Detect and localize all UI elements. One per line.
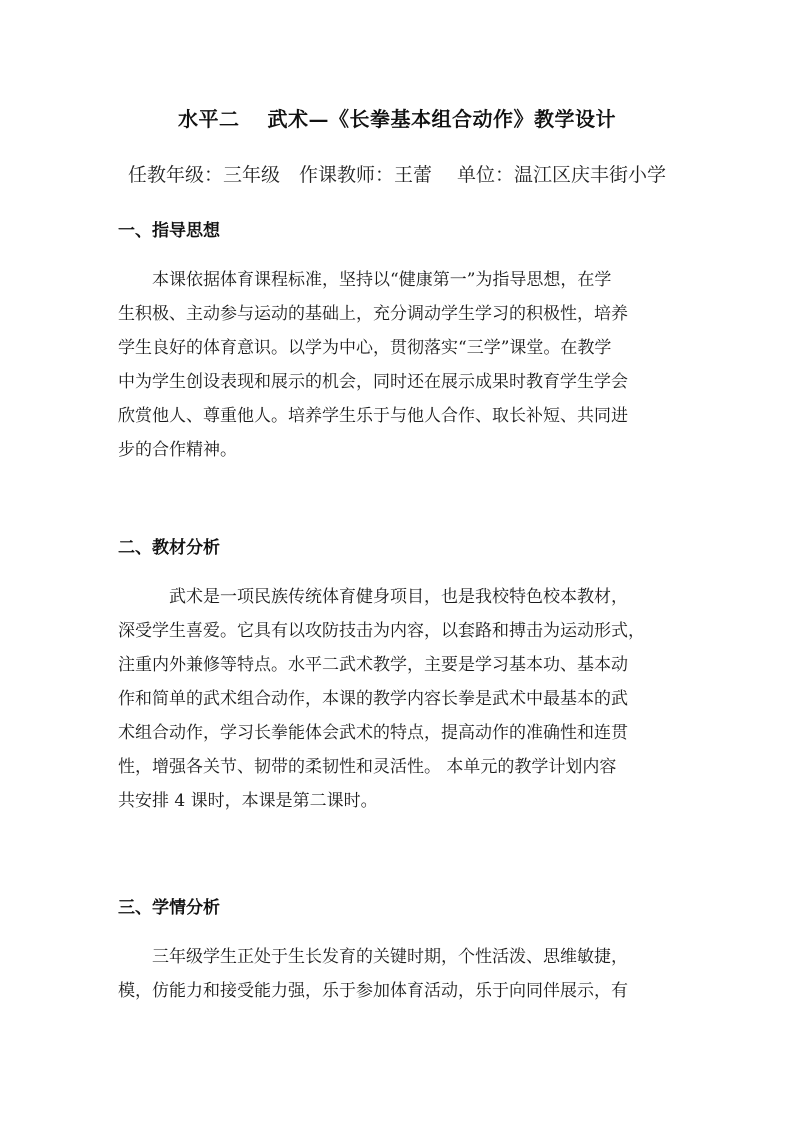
section-paragraph-material-analysis [118, 580, 678, 818]
paragraph-line: 武术是一项民族传统体育健身项目，也是我校特色校本教材， [118, 587, 628, 607]
section-paragraph-learner-analysis [118, 940, 678, 1008]
paragraph-line: 欣赏他人、尊重他人。培养学生乐于与他人合作、取长补短、共同进 [118, 406, 628, 426]
paragraph-line: 本课依据体育课程标准，坚持以“健康第一”为指导思想，在学 [118, 270, 612, 290]
section-paragraph-guiding-ideology [118, 263, 678, 467]
paragraph-line: 作和简单的武术组合动作，本课的教学内容长拳是武术中最基本的武 [118, 689, 628, 709]
paragraph-line: 步的合作精神。 [118, 440, 237, 460]
paragraph-line: 共安排 4 课时，本课是第二课时。 [118, 791, 378, 811]
paragraph-line: 学生良好的体育意识。以学为中心，贯彻落实“三学”课堂。在教学 [118, 338, 612, 358]
section-heading-material-analysis: 二、教材分析 [118, 538, 220, 558]
paragraph-line: 术组合动作，学习长拳能体会武术的特点，提高动作的准确性和连贯 [118, 723, 628, 743]
paragraph-line: 模，仿能力和接受能力强，乐于参加体育活动，乐于向同伴展示，有 [118, 981, 628, 1001]
document-subtitle: 任教年级：三年级 作课教师：王蕾 单位：温江区庆丰街小学 [127, 164, 667, 186]
paragraph-line: 中为学生创设表现和展示的机会，同时还在展示成果时教育学生学会 [118, 372, 628, 392]
paragraph-line: 生积极、主动参与运动的基础上，充分调动学生学习的积极性，培养 [118, 304, 628, 324]
document-title: 水平二 武术—《长拳基本组合动作》教学设计 [178, 107, 616, 131]
paragraph-line: 深受学生喜爱。它具有以攻防技击为内容，以套路和搏击为运动形式， [118, 621, 645, 641]
section-heading-guiding-ideology: 一、指导思想 [118, 221, 220, 241]
paragraph-line: 三年级学生正处于生长发育的关键时期，个性活泼、思维敏捷， [118, 947, 628, 967]
paragraph-line: 注重内外兼修等特点。水平二武术教学，主要是学习基本功、基本动 [118, 655, 628, 675]
section-heading-learner-analysis: 三、学情分析 [118, 898, 220, 918]
paragraph-line: 性，增强各关节、韧带的柔韧性和灵活性。 本单元的教学计划内容 [118, 757, 617, 777]
